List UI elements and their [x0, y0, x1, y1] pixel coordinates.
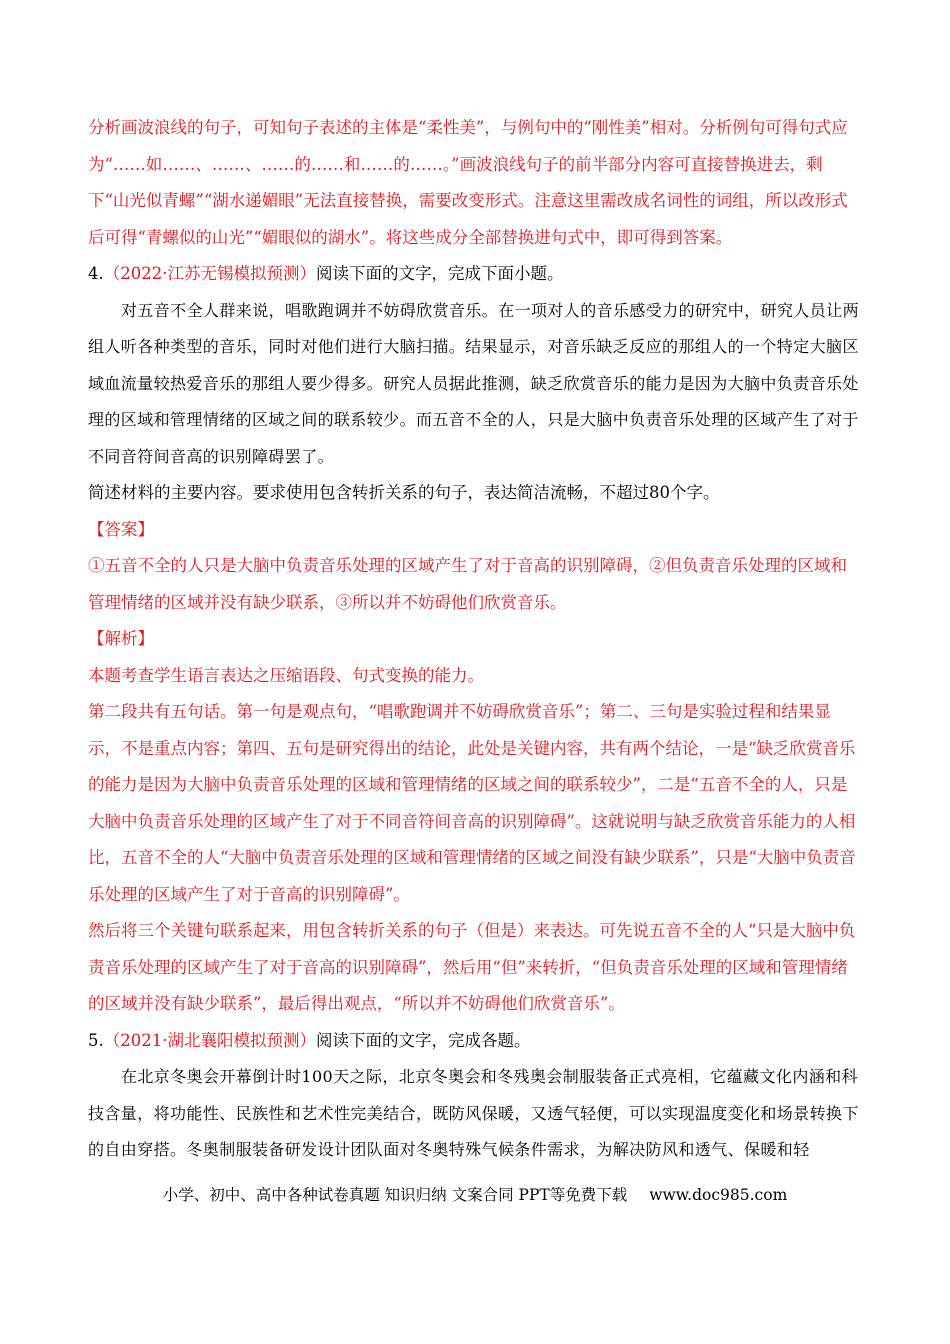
q4-number: 4. [88, 264, 104, 283]
q5-instruction: 阅读下面的文字，完成各题。 [316, 1030, 531, 1050]
footer-url[interactable]: www.doc985.com [649, 1186, 788, 1204]
q3-analysis-paragraph: 分析画波浪线的句子，可知句子表述的主体是“柔性美”，与例句中的“刚性美”相对。分析例句可得句式应为“……如……、……、……的……和……的……。”画波浪线句子的前半部分内容可直接替换进去，剩下“山光似青螺”“湖水递媚眼”无法直接替换，需要改变形式。注意这里需改成名词性的词组，所以改形式后可得“青螺似的山光”“媚眼似的湖水”。将这些成分全部替换进句式中，即可得到答案。 [88, 118, 848, 247]
q4-analysis-label: 【解析】 [88, 629, 154, 648]
q4-header [88, 256, 863, 293]
q4-answer-label: 【答案】 [88, 519, 154, 539]
q4-instruction: 阅读下面的文字，完成下面小题。 [316, 264, 564, 283]
q4-question: 简述材料的主要内容。要求使用包含转折关系的句子，表达简洁流畅，不超过80个字。 [88, 483, 720, 502]
q4-passage: 对五音不全人群来说，唱歌跑调并不妨碍欣赏音乐。在一项对人的音乐感受力的研究中，研究人员让两组人听各种类型的音乐，同时对他们进行大脑扫描。结果显示，对音乐缺乏反应的那组人的一个特定大脑区域血流量较热爱音乐的那组人要少得多。研究人员据此推测，缺乏欣赏音乐的能力是因为大脑中负责音乐处理的区域和管理情绪的区域之间的联系较少。而五音不全的人，只是大脑中负责音乐处理的区域产生了对于不同音符间音高的识别障碍罢了。 [88, 300, 860, 466]
q5-number: 5. [88, 1030, 104, 1050]
q5-passage: 在北京冬奥会开幕倒计时100天之际，北京冬奥会和冬残奥会制服装备正式亮相，它蕴藏文化内涵和科技含量，将功能性、民族性和艺术性完美结合，既防风保暖，又透气轻便，可以实现温度变化和场景转换下的自由穿搭。冬奥制服装备研发设计团队面对冬奥特殊气候条件需求，为解决防风和透气、保暖和轻 [88, 1067, 859, 1159]
q4-analysis-line: 本题考查学生语言表达之压缩语段、句式变换的能力。 [88, 665, 484, 685]
q5-source: （2021·湖北襄阳模拟预测） [103, 1030, 316, 1050]
page-content [88, 110, 863, 1169]
q4-answer: ①五音不全的人只是大脑中负责音乐处理的区域产生了对于音高的识别障碍，②但负责音乐处理的区域和管理情绪的区域并没有缺少联系，③所以并不妨碍他们欣赏音乐。 [88, 556, 847, 612]
q4-analysis-paragraph: 第二段共有五句话。第一句是观点句，“唱歌跑调并不妨碍欣赏音乐”；第二、三句是实验过程和结果显示，不是重点内容；第四、五句是研究得出的结论，此处是关键内容，共有两个结论，一是“缺乏欣赏音乐的能力是因为大脑中负责音乐处理的区域和管理情绪的区域之间的联系较少”，二是“五音不全的人，只是大脑中负责音乐处理的区域产生了对于不同音符间音高的识别障碍”。这就说明与缺乏欣赏音乐能力的人相比，五音不全的人“大脑中负责音乐处理的区域和管理情绪的区域之间没有缺少联系”，只是“大脑中负责音乐处理的区域产生了对于音高的识别障碍”。 [88, 702, 856, 904]
q4-analysis-paragraph: 然后将三个关键句联系起来，用包含转折关系的句子（但是）来表达。可先说五音不全的人“只是大脑中负责音乐处理的区域产生了对于音高的识别障碍”，然后用“但”来转折，“但负责音乐处理的区域和管理情绪的区域并没有缺少联系”，最后得出观点，“所以并不妨碍他们欣赏音乐”。 [88, 921, 856, 1013]
q4-source: （2022·江苏无锡模拟预测） [103, 264, 316, 283]
footer-text: 小学、初中、高中各种试卷真题 知识归纳 文案合同 PPT等免费下载 [162, 1186, 628, 1204]
q5-header [88, 1023, 863, 1060]
page-footer [0, 1183, 950, 1207]
